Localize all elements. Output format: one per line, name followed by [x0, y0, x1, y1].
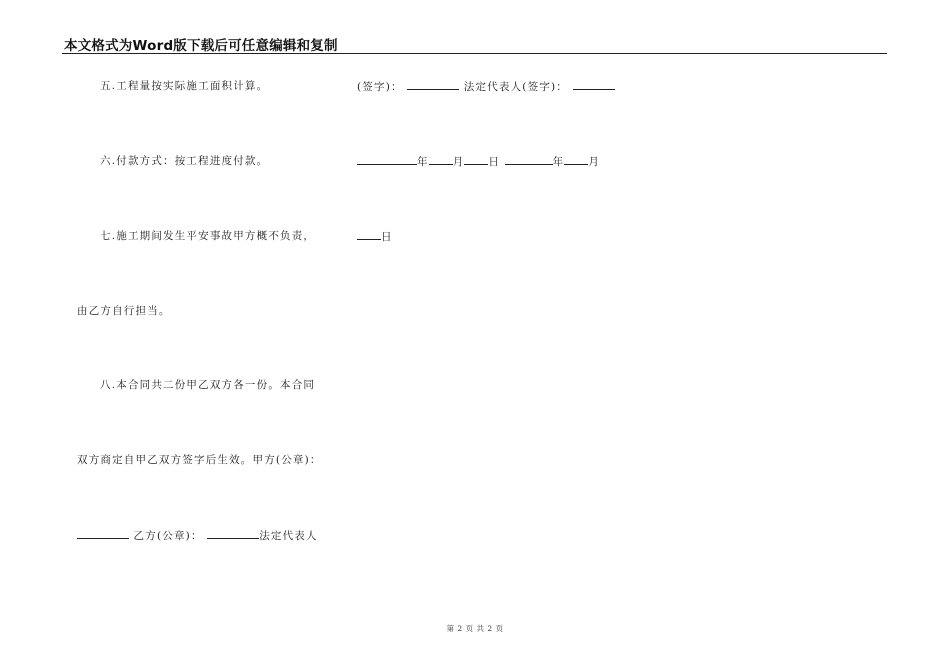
header-divider: [62, 53, 887, 54]
clause-5: 五.工程量按实际施工面积计算。: [100, 80, 269, 92]
legal-rep-sign-label: 法定代表人(签字)：: [463, 81, 568, 93]
date-blank: [464, 154, 488, 165]
date-blank: [564, 154, 588, 165]
document-header-title: 本文格式为Word版下载后可任意编辑和复制: [64, 38, 338, 54]
right-date-line: [357, 154, 600, 169]
signature-blank: [573, 79, 615, 90]
date-blank: [357, 154, 417, 165]
year-label: 年: [552, 156, 565, 168]
year-label: 年: [417, 156, 429, 168]
right-day-line: [357, 229, 393, 244]
legal-rep-label: 法定代表人: [259, 530, 318, 542]
party-b-seal-label: 乙方(公章)：: [133, 530, 203, 542]
clause-7: 七.施工期间发生平安事故甲方概不负责，: [100, 230, 316, 242]
date-blank: [505, 154, 553, 165]
date-blank: [357, 229, 381, 240]
signature-blank: [207, 528, 259, 539]
signature-blank: [77, 528, 129, 539]
month-label: 月: [588, 156, 601, 168]
month-label: 月: [452, 156, 465, 168]
signature-line-party-b: [77, 528, 318, 543]
clause-8: 八.本合同共二份甲乙双方各一份。本合同: [100, 379, 316, 391]
clause-7-continued: 由乙方自行担当。: [77, 305, 171, 317]
clause-8-continued: 双方商定自甲乙双方签字后生效。甲方(公章)：: [77, 454, 322, 466]
date-blank: [429, 154, 453, 165]
right-signature-line: [357, 79, 615, 94]
signature-blank: [407, 79, 459, 90]
day-label: 日: [381, 231, 393, 243]
sign-label: (签字)：: [357, 81, 403, 93]
page-number-footer: 第 2 页 共 2 页: [446, 624, 504, 633]
clause-6: 六.付款方式：按工程进度付款。: [100, 155, 269, 167]
day-label: 日: [488, 156, 501, 168]
